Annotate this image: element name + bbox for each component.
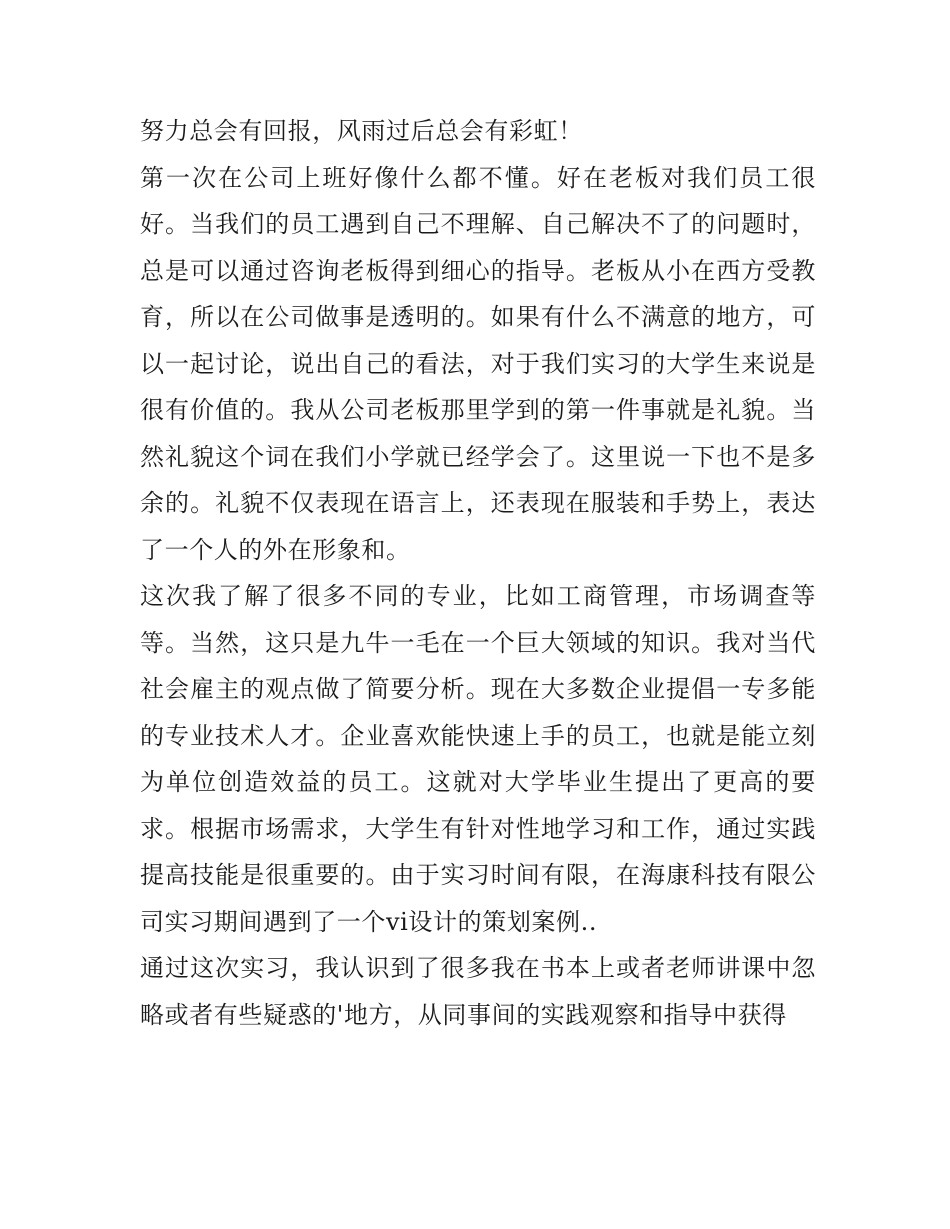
paragraph-motto: 努力总会有回报，风雨过后总会有彩虹！ (140, 117, 583, 145)
paragraph-first-job: 第一次在公司上班好像什么都不懂。好在老板对我们员工很好。当我们的员工遇到自己不理解、自己解决不了的问题时，总是可以通过咨询老板得到细心的指导。老板从小在西方受教育，所以在公司做事是透明的。如果有什么不满意的地方，可以一起讨论，说出自己的看法，对于我们实习的大学生来说是很有价值的。我从公司老板那里学到的第一件事就是礼貌。当然礼貌这个词在我们小学就已经学会了。这里说一下也不是多余的。礼貌不仅表现在语言上，还表现在服装和手势上，表达了一个人的外在形象和。 (140, 163, 816, 564)
paragraph-internship-reflection: 通过这次实习，我认识到了很多我在书本上或者老师讲课中忽略或者有些疑惑的'地方，从同事间的实践观察和指导中获得 (140, 954, 816, 1029)
paragraph-majors: 这次我了解了很多不同的专业，比如工商管理，市场调查等等。当然，这只是九牛一毛在一个巨大领域的知识。我对当代社会雇主的观点做了简要分析。现在大多数企业提倡一专多能的专业技术人才。企业喜欢能快速上手的员工，也就是能立刻为单位创造效益的员工。这就对大学毕业生提出了更高的要求。根据市场需求，大学生有针对性地学习和工作，通过实践提高技能是很重要的。由于实习时间有限，在海康科技有限公司实习期间遇到了一个vi设计的策划案例.. (140, 582, 816, 936)
document-body (140, 108, 816, 1038)
